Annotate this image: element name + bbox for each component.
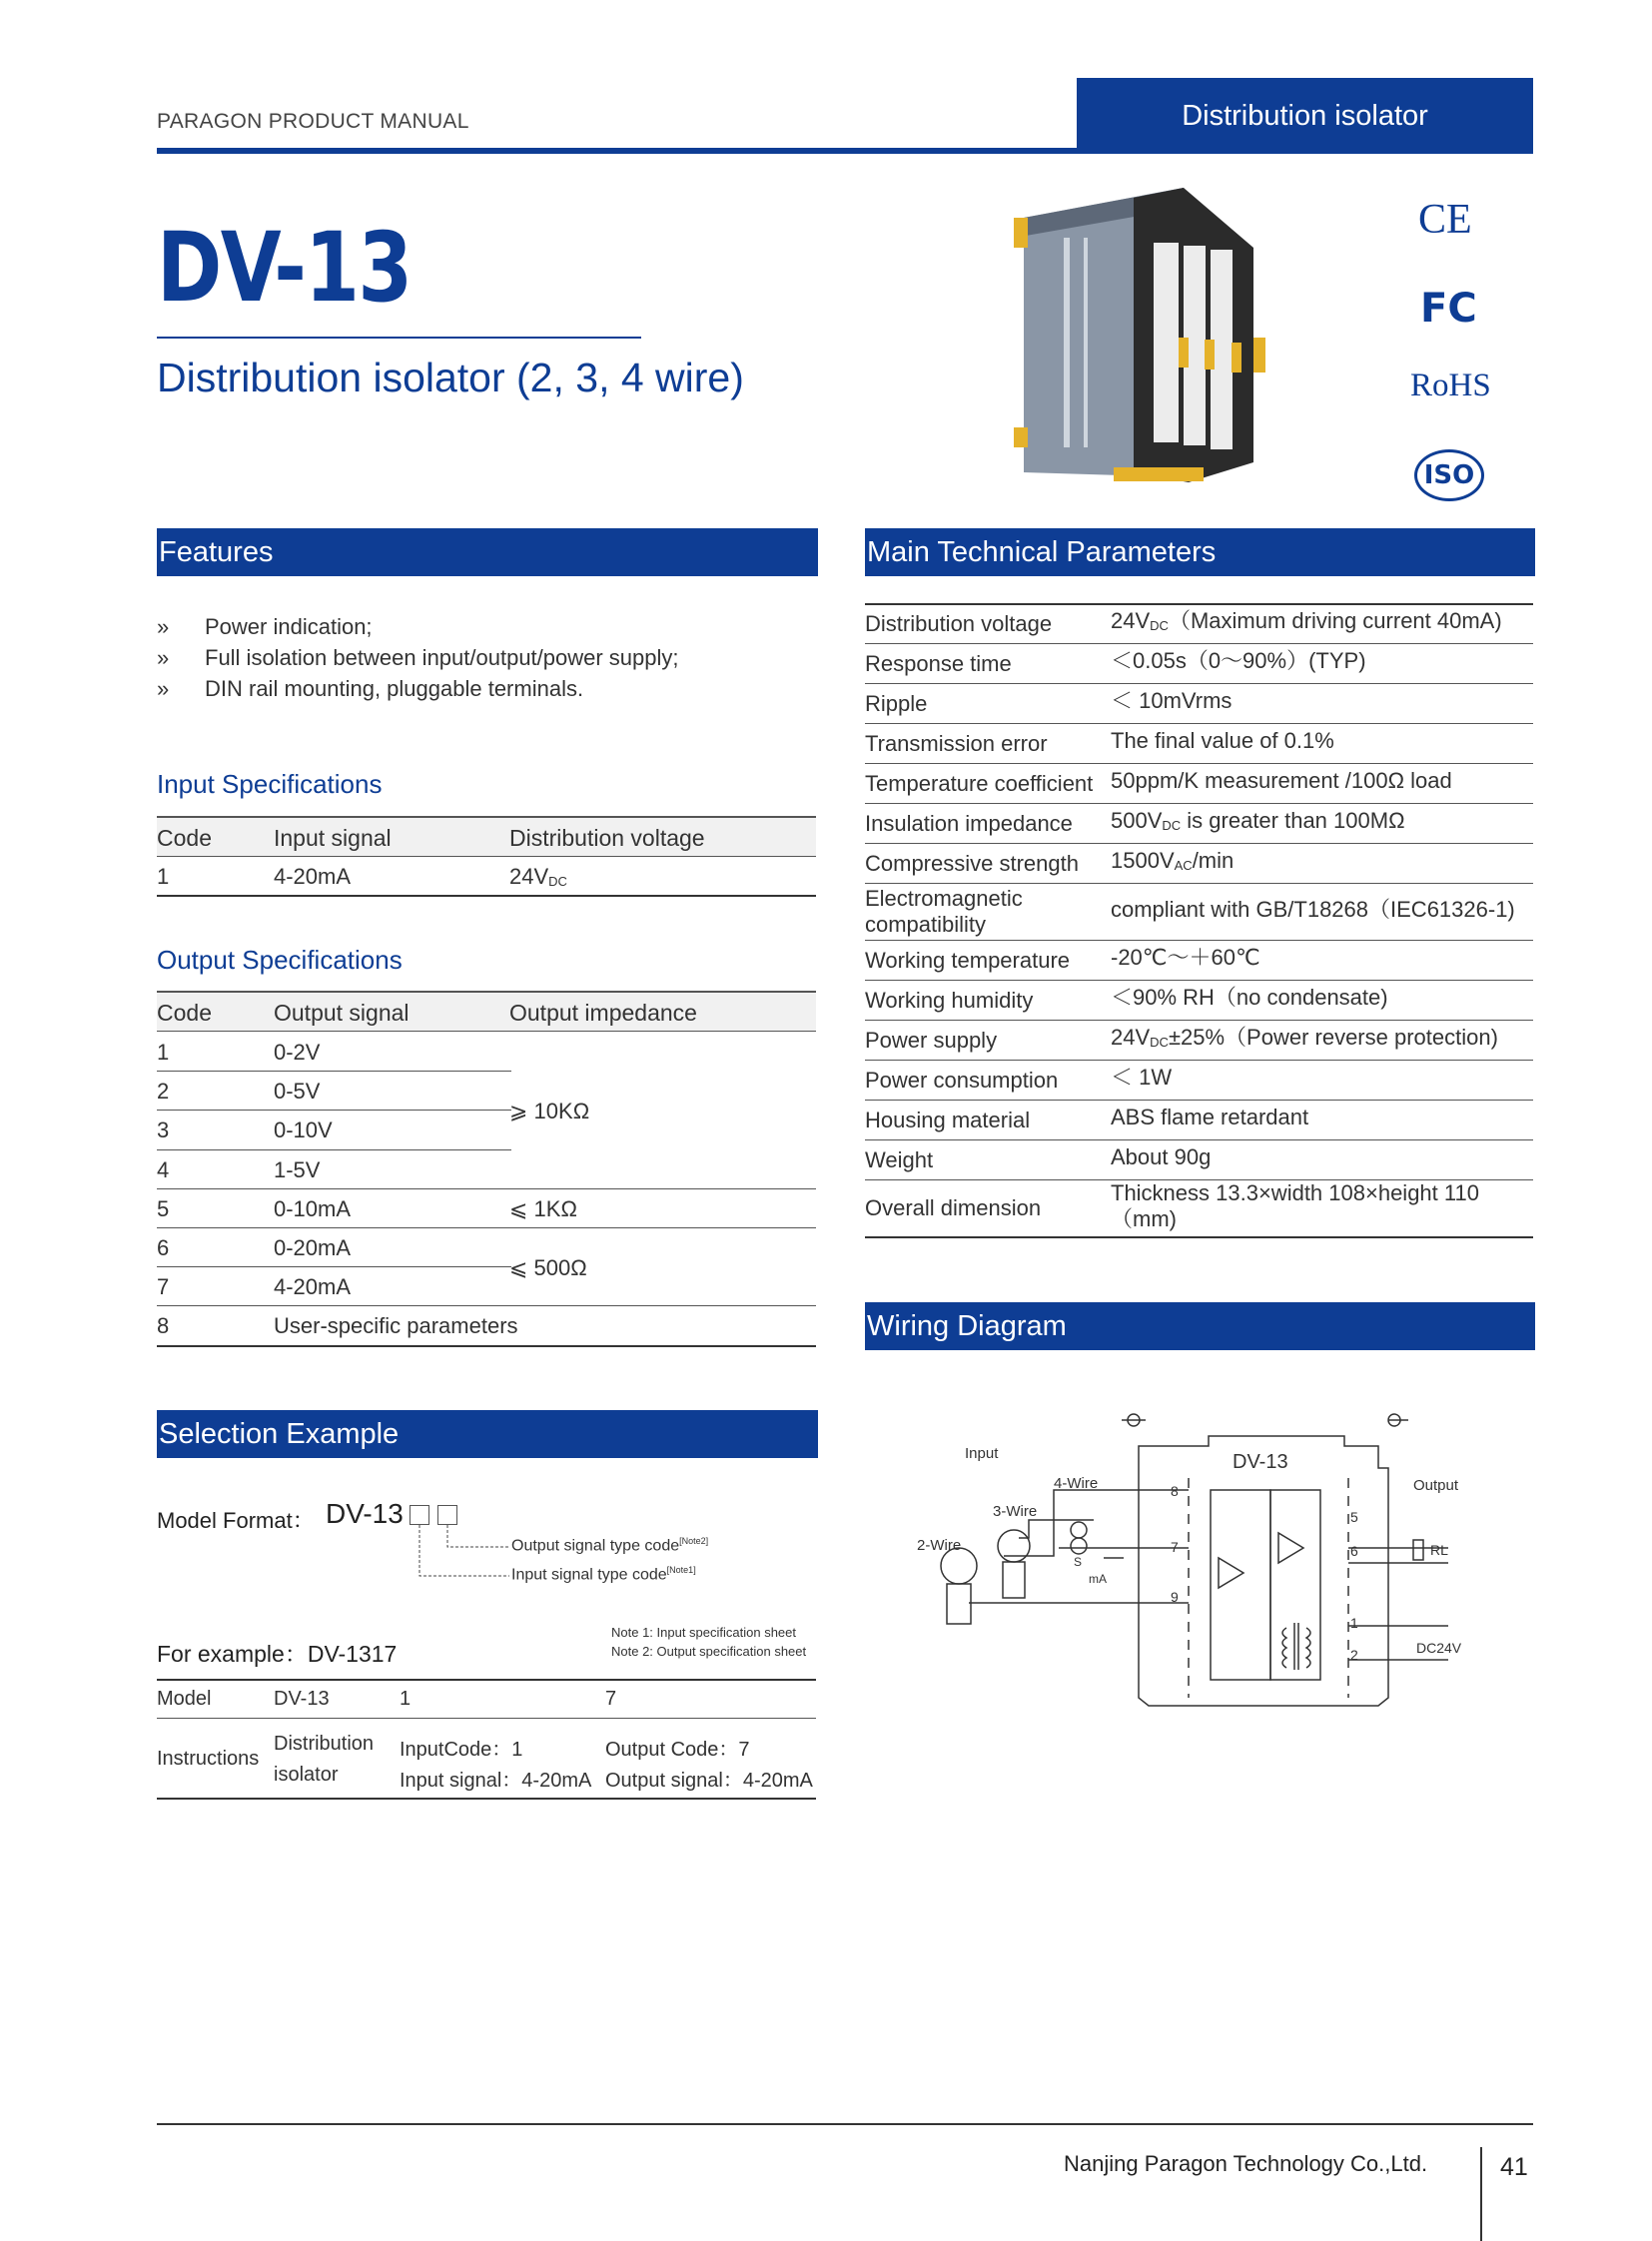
features-heading: Features xyxy=(157,528,818,576)
category-tab: Distribution isolator xyxy=(1077,78,1533,154)
table-rule xyxy=(157,1718,816,1719)
title-rule xyxy=(157,337,641,339)
table-cell: 1 xyxy=(157,864,170,889)
wiring-output-label: Output xyxy=(1413,1477,1459,1494)
param-name: Power supply xyxy=(865,1027,998,1053)
features-list xyxy=(157,611,679,704)
param-value: -20℃～＋60℃ xyxy=(1111,945,1260,970)
terminal-label: 9 xyxy=(1171,1589,1179,1605)
col-header: Code xyxy=(157,1000,212,1026)
wiring-2wire-label: 2-Wire xyxy=(917,1537,962,1554)
table-cell: 6 xyxy=(157,1235,170,1260)
table-rule xyxy=(157,1188,816,1189)
param-name: Electromagnetic compatibility xyxy=(865,886,1023,937)
table-header-bg xyxy=(157,818,816,856)
col-header: Output signal xyxy=(274,1000,410,1026)
code-box xyxy=(410,1505,429,1525)
param-value: Thickness 13.3×width 108×height 110（mm) xyxy=(1111,1179,1479,1231)
impedance-value: ⩽ 500Ω xyxy=(509,1254,587,1280)
table-cell: 1-5V xyxy=(274,1156,321,1182)
table-rule xyxy=(157,1071,511,1072)
table-cell: DV-13 xyxy=(274,1688,330,1710)
table-cell: 1 xyxy=(157,1040,170,1065)
wiring-heading: Wiring Diagram xyxy=(865,1302,1535,1350)
col-header: Output impedance xyxy=(509,1000,697,1026)
list-item: » Full isolation between input/output/power supply; xyxy=(157,645,679,670)
table-cell: 2 xyxy=(157,1079,170,1105)
table-cell: isolator xyxy=(274,1764,339,1786)
param-name: Weight xyxy=(865,1146,934,1172)
param-value: ＜ 10mVrms xyxy=(1111,688,1233,713)
wiring-rl-label: RL xyxy=(1430,1542,1448,1558)
table-cell: Model xyxy=(157,1688,212,1710)
table-cell: Output signal：4-20mA xyxy=(605,1770,813,1792)
param-name: Power consumption xyxy=(865,1067,1059,1093)
table-cell: 0-10mA xyxy=(274,1195,352,1221)
in-code-label: Input signal type code[Note1] xyxy=(511,1565,696,1584)
fc-mark-icon: FC xyxy=(1420,286,1477,332)
ce-mark-icon: CE xyxy=(1418,197,1472,243)
note-1: Note 1: Input specification sheet xyxy=(611,1625,797,1640)
table-rule xyxy=(157,1227,816,1228)
terminal-label: 7 xyxy=(1171,1539,1179,1555)
out-code-label: Output signal type code[Note2] xyxy=(511,1536,709,1555)
table-cell: Input signal：4-20mA xyxy=(400,1770,592,1792)
table-rule xyxy=(157,1679,816,1681)
wiring-s-label: S xyxy=(1074,1555,1083,1569)
table-cell: 4-20mA xyxy=(274,1274,352,1300)
table-cell: 4 xyxy=(157,1156,170,1182)
table-cell: 0-10V xyxy=(274,1118,333,1143)
code-leader-lines xyxy=(410,1525,519,1585)
table-cell: 0-20mA xyxy=(274,1235,352,1260)
rohs-mark-icon: RoHS xyxy=(1410,368,1491,403)
model-format-label: Model Format： xyxy=(157,1508,315,1533)
wiring-input-label: Input xyxy=(965,1445,999,1462)
wiring-ma-label: mA xyxy=(1089,1572,1107,1586)
params-heading: Main Technical Parameters xyxy=(865,528,1535,576)
col-header: Code xyxy=(157,825,212,851)
param-value: $24V_{DC}(Maximum$ driving current 40mA) xyxy=(1111,608,1502,633)
terminal-label: 5 xyxy=(1350,1509,1358,1525)
table-cell: 5 xyxy=(157,1195,170,1221)
param-name: Housing material xyxy=(865,1107,1031,1132)
table-cell: 7 xyxy=(605,1688,617,1710)
param-name: Working humidity xyxy=(865,987,1034,1013)
param-value: 50ppm/K measurement /100Ω load xyxy=(1111,768,1452,793)
terminal-label: 1 xyxy=(1350,1615,1358,1631)
param-value: ＜0.05s（0～90%）(TYP) xyxy=(1111,648,1366,673)
table-rule xyxy=(157,856,816,857)
table-rule xyxy=(865,1236,1533,1238)
impedance-value: ⩾ 10KΩ xyxy=(509,1098,590,1123)
param-name: Compressive strength xyxy=(865,850,1079,876)
wiring-dc-label: DC24V xyxy=(1416,1640,1462,1656)
footer-rule xyxy=(157,2123,1533,2125)
manual-label: PARAGON PRODUCT MANUAL xyxy=(157,110,469,133)
param-name: Distribution voltage xyxy=(865,610,1053,636)
table-rule xyxy=(157,1266,511,1267)
terminal-label: 2 xyxy=(1350,1647,1358,1663)
table-rule xyxy=(157,1149,511,1150)
table-cell: 8 xyxy=(157,1313,170,1339)
param-value: ＜90% RH（no condensate) xyxy=(1111,985,1388,1010)
table-cell: Distribution xyxy=(274,1733,375,1755)
param-value: About 90g xyxy=(1111,1144,1212,1169)
footer-company: Nanjing Paragon Technology Co.,Ltd. xyxy=(1064,2151,1428,2176)
table-cell: 1 xyxy=(400,1688,412,1710)
model-format-value: DV-13 xyxy=(326,1498,404,1529)
output-spec-heading: Output Specifications xyxy=(157,945,403,975)
table-cell: $24V_{DC}$ xyxy=(509,864,567,889)
iso-mark-icon: ISO xyxy=(1414,449,1484,501)
product-subtitle: Distribution isolator (2, 3, 4 wire) xyxy=(157,355,744,400)
param-name: Insulation impedance xyxy=(865,810,1073,836)
table-cell: User-specific parameters xyxy=(274,1313,518,1339)
col-header: Input signal xyxy=(274,825,392,851)
impedance-value: ⩽ 1KΩ xyxy=(509,1195,577,1221)
footer-separator xyxy=(1480,2147,1482,2241)
table-cell: Instructions xyxy=(157,1748,260,1770)
param-value: ＜ 1W xyxy=(1111,1065,1173,1090)
param-name: Ripple xyxy=(865,690,928,716)
list-item: » DIN rail mounting, pluggable terminals. xyxy=(157,676,584,701)
param-name: Working temperature xyxy=(865,947,1071,973)
wiring-device-label: DV-13 xyxy=(1233,1451,1288,1473)
wiring-4wire-label: 4-Wire xyxy=(1054,1475,1099,1492)
page-number: 41 xyxy=(1500,2153,1528,2181)
table-cell: 7 xyxy=(157,1274,170,1300)
table-rule xyxy=(157,1798,816,1800)
product-image xyxy=(1004,188,1293,492)
param-value: $1500V_{AC}/\min$ xyxy=(1111,848,1235,873)
table-header-bg xyxy=(157,993,816,1031)
table-cell: InputCode：1 xyxy=(400,1739,523,1761)
table-cell: 0-5V xyxy=(274,1079,321,1105)
note-2: Note 2: Output specification sheet xyxy=(611,1644,807,1659)
table-cell: Output Code：7 xyxy=(605,1739,750,1761)
table-cell: 0-2V xyxy=(274,1040,321,1065)
param-name: Response time xyxy=(865,650,1012,676)
param-value: $24V_{DC}\pm 25\%(Power$ reverse protection) xyxy=(1111,1025,1498,1050)
table-rule xyxy=(157,895,816,897)
wiring-3wire-label: 3-Wire xyxy=(993,1503,1038,1520)
col-header: Distribution voltage xyxy=(509,825,705,851)
table-rule xyxy=(157,1305,816,1306)
selection-heading: Selection Example xyxy=(157,1410,818,1458)
table-rule xyxy=(157,1031,816,1032)
table-cell: 4-20mA xyxy=(274,864,352,889)
param-value: The final value of 0.1% xyxy=(1111,728,1334,753)
wiring-diagram xyxy=(909,1398,1468,1728)
param-value: $500V_{DC}$ is greater than 100MΩ xyxy=(1111,808,1405,833)
table-rule xyxy=(157,1110,511,1111)
example-label: For example：DV-1317 xyxy=(157,1641,398,1667)
param-name: Transmission error xyxy=(865,730,1048,756)
param-name: Overall dimension xyxy=(865,1195,1042,1220)
param-value: ABS flame retardant xyxy=(1111,1105,1309,1129)
product-title: DV-13 xyxy=(157,212,412,324)
table-rule xyxy=(157,1345,816,1347)
param-name: Temperature coefficient xyxy=(865,770,1094,796)
list-item: » Power indication; xyxy=(157,614,373,639)
code-box xyxy=(437,1505,457,1525)
table-cell: 3 xyxy=(157,1118,170,1143)
terminal-label: 8 xyxy=(1171,1483,1179,1499)
input-spec-heading: Input Specifications xyxy=(157,769,383,799)
terminal-label: 6 xyxy=(1350,1543,1358,1559)
param-value: compliant with GB/T18268（IEC61326-1) xyxy=(1111,896,1515,922)
